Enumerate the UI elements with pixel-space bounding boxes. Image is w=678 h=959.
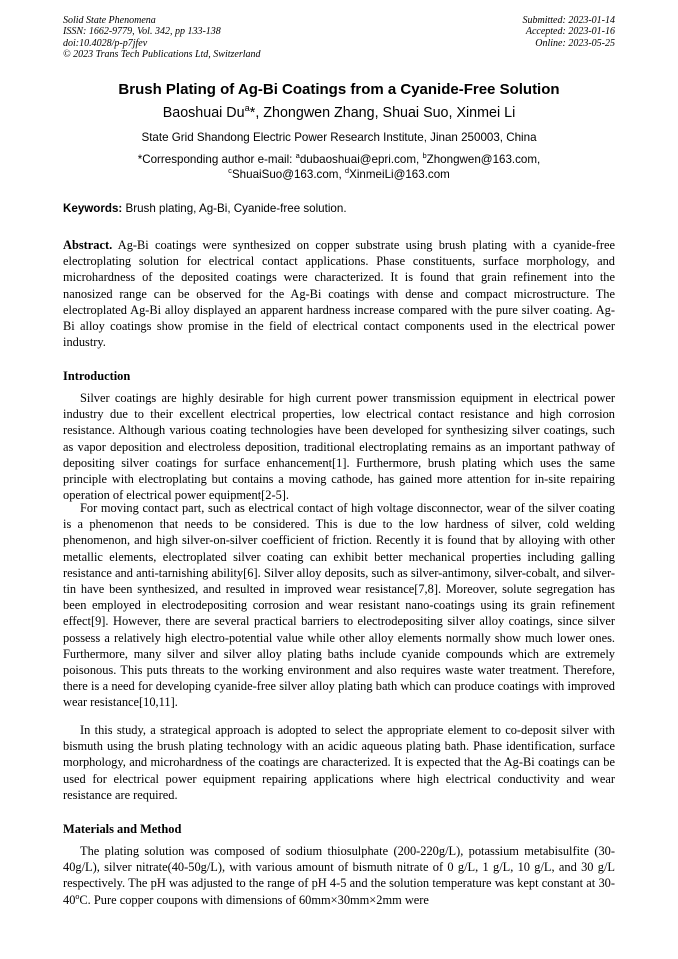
keywords <box>63 202 615 216</box>
author-list: Baoshuai Du$^a$*, Zhongwen Zhang, Shuai Suo, Xinmei Li <box>162 103 516 121</box>
author-1: Baoshuai Du <box>162 105 245 121</box>
email-b[interactable]: Zhongwen@163.com <box>426 153 538 166</box>
online-date: Online: 2023-05-25 <box>535 37 615 49</box>
author-3: Shuai Suo <box>382 105 449 121</box>
author-4: Xinmei Li <box>456 105 516 121</box>
submitted-date: Submitted: 2023-01-14 <box>522 15 615 26</box>
journal-issn: ISSN: 1662-9779, Vol. 342, pp 133-138 <box>63 26 221 38</box>
intro-paragraph-3: In this study, a strategical approach is adopted to select the appropriate element to co-deposit silver with bismuth using the brush plating technology with an acidic aqueous plating bath. Phase identification, surface morphology, and microhardness of the coatings are characterized. It is expected that the Ag-Bi coatings can be used for electrical power equipment repairing applications where high electrical conductivity and wear resistance are required. <box>63 723 615 802</box>
keywords-text: Brush plating, Ag-Bi, Cyanide-free solution. <box>122 202 347 215</box>
section-heading-introduction: Introduction <box>63 369 131 383</box>
corresponding-emails: *Corresponding author e-mail: $^a$dubaoshuai@epri.com, $^b$Zhongwen@163.com, $^c$ShuaiSuo@163.com, $^d$XinmeiLi@163.com <box>137 151 541 181</box>
dates-header <box>523 15 616 49</box>
abstract-label: Abstract. <box>63 238 113 252</box>
affiliation: State Grid Shandong Electric Power Research Institute, Jinan 250003, China <box>141 131 537 144</box>
intro-paragraph-2: For moving contact part, such as electrical contact of high voltage disconnector, wear of the silver coating is a phenomenon that needs to be considered. This is due to the low hardness of silver, cold welding phenomenon, and high silver-on-silver coefficient of friction. Recently it is found that by alloying with other metallic elements, electroplated silver coating can exhibit better mechanical properties including galling resistance and anti-tarnishing ability[6]. Silver alloy deposits, such as silver-antimony, silver-cobalt, and silver-tin have been synthesized, and resulted in improved wear resistance[7,8]. Moreover, solute segregation has been employed in electrodepositing corrosion and wear resistant nano-coatings using its grain refinement effect[9]. However, there are several practical barriers to electrodepositing silver alloy coatings, since silver possess a relatively high electro-potential value while other alloy elements normally show much lower ones. Furthermore, many silver and silver alloy plating baths include cyanide compounds which are extremely poisonous. This puts threats to the working environment and also requires waste water treatment. Therefore, there is a need for developing cyanide-free silver alloy plating bath which can produce coatings with improved wear resistance[10,11]. <box>63 501 615 710</box>
paper-title: Brush Plating of Ag-Bi Coatings from a Cyanide-Free Solution <box>118 81 560 98</box>
copyright: © 2023 Trans Tech Publications Ltd, Switzerland <box>63 49 261 61</box>
intro-paragraph-1: Silver coatings are highly desirable for high current power transmission equipment in electrical power industry due to their excellent electrical properties, low electrical contact resistance and high corrosion resistance. Although various coating technologies have been developed for synthesizing silver coatings, such as vapor deposition and electroless deposition, traditional electroplating remains as an important pathway of depositing silver coatings for surface enhancement[1]. Furthermore, brush plating which uses the same principle with electroplating but contains a moving cathode, has gained more attention for in-site repairing operation of electrical power equipment[2-5]. <box>63 391 615 503</box>
abstract-text: Ag-Bi coatings were synthesized on copper substrate using brush plating with a cyanide-free electroplating solution for electrical contact applications. Phase constituents, surface morphology, and microhardness of the deposited coatings were characterized. It is found that grain refinement into the nanosized range can be observed for the Ag-Bi coatings with dense and compact microstructure. The electroplated Ag-Bi alloy displayed an apparent hardness increase compared with the pure silver coating. Ag-Bi alloy coatings show promise in the field of electrical contact components used in the electrical power industry. <box>63 238 615 350</box>
degree-mark: o <box>75 891 80 901</box>
methods-paragraph-1: The plating solution was composed of sodium thiosulphate (200-220g/L), potassium metabisulfite (30-40g/L), silver nitrate(40-50g/L), with various amount of bismuth nitrate of 0 g/L, 1 g/L, 10 g/L, and 30 g/L respectively. The pH was adjusted to the range of pH 4-5 and the solution temperature was kept constant at 30-40$^o$C. Pure copper coupons with dimensions of 60mm×30mm×2mm were <box>63 844 615 907</box>
doi: doi:10.4028/p-p7jfev <box>63 37 148 49</box>
journal-header <box>63 15 261 61</box>
keywords-label: Keywords: <box>63 202 123 215</box>
abstract <box>63 237 615 350</box>
email-a[interactable]: dubaoshuai@epri.com <box>299 153 416 166</box>
author-2: Zhongwen Zhang <box>263 105 375 121</box>
accepted-date: Accepted: 2023-01-16 <box>525 26 615 38</box>
journal-name: Solid State Phenomena <box>63 15 156 26</box>
email-d[interactable]: XinmeiLi@163.com <box>349 168 450 181</box>
email-lead: *Corresponding author e-mail: <box>137 153 296 166</box>
email-c[interactable]: ShuaiSuo@163.com <box>231 168 339 181</box>
author-1-affil-mark: a <box>244 103 250 114</box>
section-heading-methods: Materials and Method <box>63 822 182 836</box>
corresponding-mark: * <box>249 105 256 121</box>
